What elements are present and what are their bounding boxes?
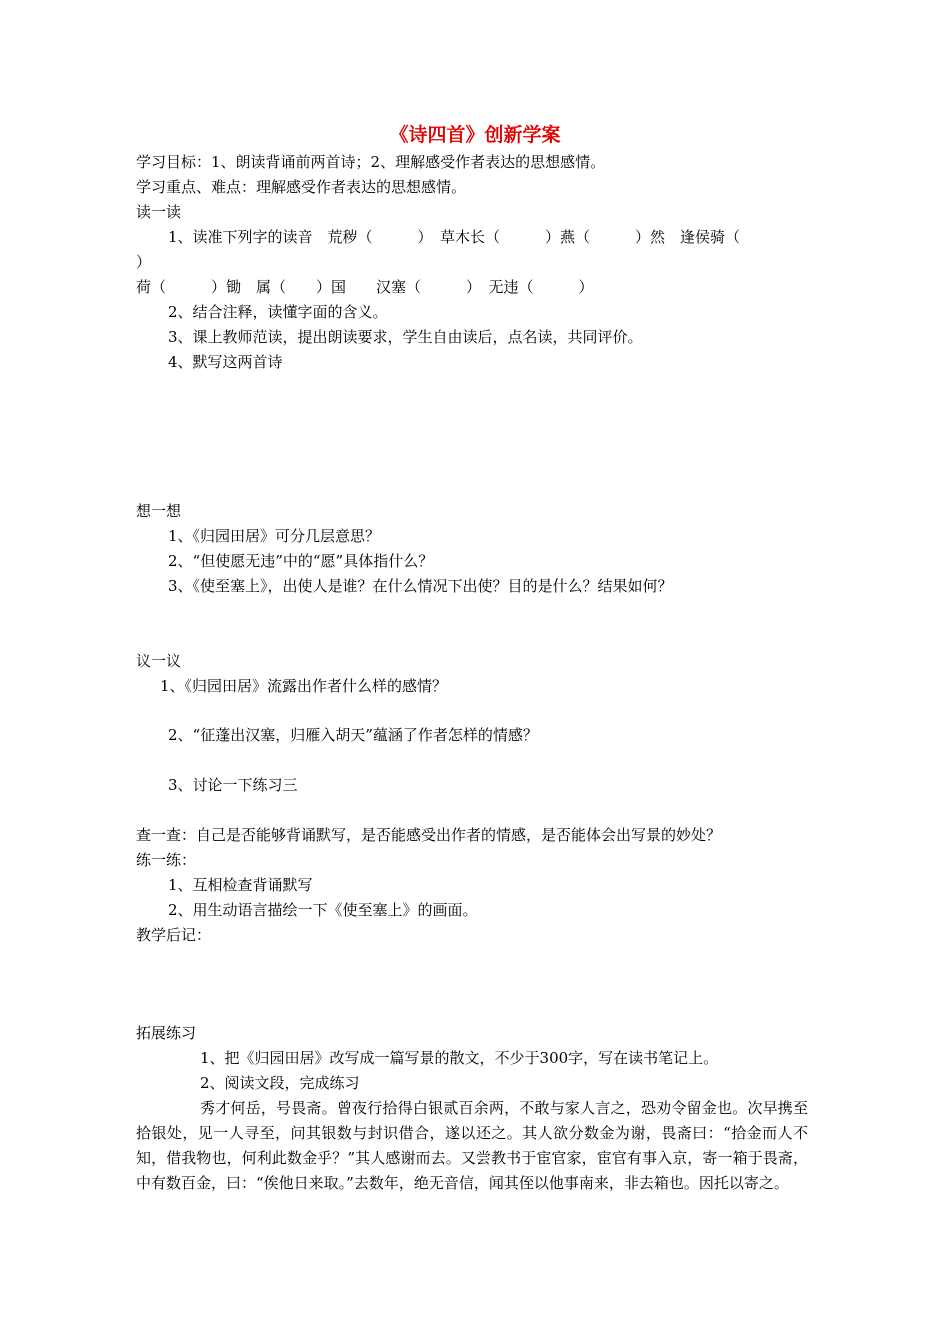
page-title: 《诗四首》创新学案 — [389, 124, 561, 146]
think-item-1: 1、《归园田居》可分几层意思？ — [168, 527, 381, 545]
learning-goal: 学习目标：1、朗读背诵前两首诗；2、理解感受作者表达的思想感情。 — [136, 153, 606, 171]
reading-passage: 秀才何岳，号畏斋。曾夜行拾得白银贰百余两，不敢与家人言之，恐劝令留金也。次早携至拾银处，见一人寻至，问其银数与封识借合，遂以还之。其人欲分数金为谢，畏斋曰：“拾金而人不知，借我物也，何利此数金乎？”其人感谢而去。又尝教书于宦官家，宦官有事入京，寄一箱于畏斋，中有数百金，曰：“俟他日来取。”去数年，绝无音信，闻其侄以他事南来，非去箱也。因托以寄之。 — [136, 1099, 808, 1192]
think-item-3: 3、《使至塞上》，出使人是谁？在什么情况下出使？目的是什么？结果如何？ — [168, 577, 673, 595]
read-item-3: 3、课上教师范读，提出朗读要求，学生自由读后，点名读，共同评价。 — [168, 328, 643, 346]
read-item-2: 2、结合注释，读懂字面的含义。 — [168, 303, 388, 321]
section-check: 查一查：自己是否能够背诵默写，是否能感受出作者的情感，是否能体会出写景的妙处？ — [136, 826, 722, 844]
read-item-1-continued: ） — [136, 253, 152, 271]
learning-focus: 学习重点、难点：理解感受作者表达的思想感情。 — [136, 178, 467, 196]
practice-item-2: 2、用生动语言描绘一下《使至塞上》的画面。 — [168, 901, 478, 919]
section-heading-discuss: 议一议 — [136, 652, 182, 670]
section-heading-think: 想一想 — [136, 502, 182, 520]
think-item-2: 2、“但使愿无违”中的“愿”具体指什么？ — [168, 552, 434, 570]
section-heading-extend: 拓展练习 — [136, 1024, 197, 1042]
read-item-1-words: 荷（ ）锄 属（ ）国 汉塞（ ） 无违（ ） — [136, 278, 594, 296]
read-item-1: 1、读准下列字的读音 荒秽（ ） 草木长（ ）燕（ ）然 逢侯骑（ — [168, 228, 741, 246]
section-heading-practice: 练一练： — [136, 851, 197, 869]
section-heading-read: 读一读 — [136, 203, 182, 221]
practice-item-1: 1、互相检查背诵默写 — [168, 876, 313, 894]
read-item-4: 4、默写这两首诗 — [168, 353, 283, 371]
teaching-notes: 教学后记： — [136, 926, 212, 944]
extend-item-2: 2、阅读文段，完成练习 — [200, 1074, 360, 1092]
extend-item-1: 1、把《归园田居》改写成一篇写景的散文，不少于300字，写在读书笔记上。 — [200, 1049, 719, 1067]
discuss-item-3: 3、讨论一下练习三 — [168, 776, 298, 794]
discuss-item-1: 1、《归园田居》流露出作者什么样的感情？ — [160, 677, 448, 695]
discuss-item-2: 2、“征蓬出汉塞，归雁入胡天”蕴涵了作者怎样的情感？ — [168, 726, 538, 744]
